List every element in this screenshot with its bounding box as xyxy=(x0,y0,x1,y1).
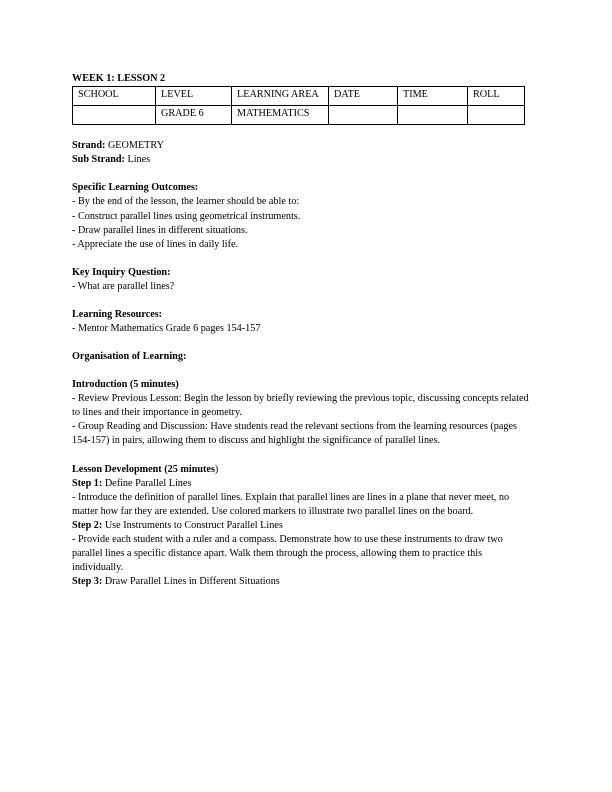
outcomes-heading: Specific Learning Outcomes: xyxy=(72,182,199,194)
table-header-cell: LEARNING AREA xyxy=(232,87,329,106)
introduction-heading: Introduction (5 minutes) xyxy=(72,379,179,391)
step-line xyxy=(72,519,532,533)
sub-strand-value: Lines xyxy=(124,154,151,166)
table-header-cell: TIME xyxy=(398,87,468,106)
development-heading-line xyxy=(72,463,532,477)
lesson-plan xyxy=(72,72,532,589)
development-heading-tail: ) xyxy=(214,463,219,475)
table-row xyxy=(73,106,525,125)
step-label: Step 1: xyxy=(72,477,103,489)
list-item: - What are parallel lines? xyxy=(72,280,175,292)
table-cell xyxy=(398,106,468,125)
table-cell: MATHEMATICS xyxy=(232,106,329,125)
paragraph: - Review Previous Lesson: Begin the lesson by briefly reviewing the previous topic, discussing concepts related to lines and their importance in geometry. xyxy=(72,393,529,419)
sub-strand-label: Sub Strand: xyxy=(72,154,125,166)
strand-value: GEOMETRY xyxy=(105,140,164,152)
table-header-cell: DATE xyxy=(329,87,398,106)
table-cell xyxy=(329,106,398,125)
step-line xyxy=(72,575,532,589)
info-table xyxy=(72,86,525,125)
lesson-title: WEEK 1: LESSON 2 xyxy=(72,73,166,84)
step-label: Step 3: xyxy=(72,576,103,588)
table-header-cell: SCHOOL xyxy=(73,87,156,106)
list-item: - By the end of the lesson, the learner should be able to: xyxy=(72,196,300,208)
step-title: Use Instruments to Construct Parallel Lines xyxy=(102,519,283,531)
paragraph: - Provide each student with a ruler and a compass. Demonstrate how to use these instruments to draw two parallel lines a specific distance apart. Walk them through the process, allowing them to practice this individually. xyxy=(72,533,503,574)
list-item: - Mentor Mathematics Grade 6 pages 154-157 xyxy=(72,323,261,335)
organisation-heading: Organisation of Learning: xyxy=(72,351,187,363)
list-item: - Draw parallel lines in different situations. xyxy=(72,224,248,236)
table-cell: GRADE 6 xyxy=(156,106,232,125)
step-title: Define Parallel Lines xyxy=(102,477,192,489)
table-cell xyxy=(73,106,156,125)
paragraph: - Introduce the definition of parallel lines. Explain that parallel lines are lines in a plane that never meet, no matter how far they are extended. Use colored markers to illustrate two parallel lines on the board. xyxy=(72,491,510,517)
step-label: Step 2: xyxy=(72,519,103,531)
inquiry-heading: Key Inquiry Question: xyxy=(72,266,171,278)
table-header-cell: LEVEL xyxy=(156,87,232,106)
table-cell xyxy=(468,106,525,125)
list-item: - Construct parallel lines using geometrical instruments. xyxy=(72,210,301,222)
sub-strand-line xyxy=(72,153,532,167)
table-header-cell: ROLL xyxy=(468,87,525,106)
step-line xyxy=(72,477,532,491)
list-item: - Appreciate the use of lines in daily life. xyxy=(72,238,239,250)
step-title: Draw Parallel Lines in Different Situations xyxy=(102,576,280,588)
table-header-row xyxy=(73,87,525,106)
development-heading: Lesson Development (25 minutes xyxy=(72,463,215,475)
strand-label: Strand: xyxy=(72,140,106,152)
paragraph: - Group Reading and Discussion: Have students read the relevant sections from the learning resources (pages 154-157) in pairs, allowing them to discuss and highlight the significance of parallel lines. xyxy=(72,421,518,447)
strand-line xyxy=(72,139,532,153)
resources-heading: Learning Resources: xyxy=(72,308,163,320)
